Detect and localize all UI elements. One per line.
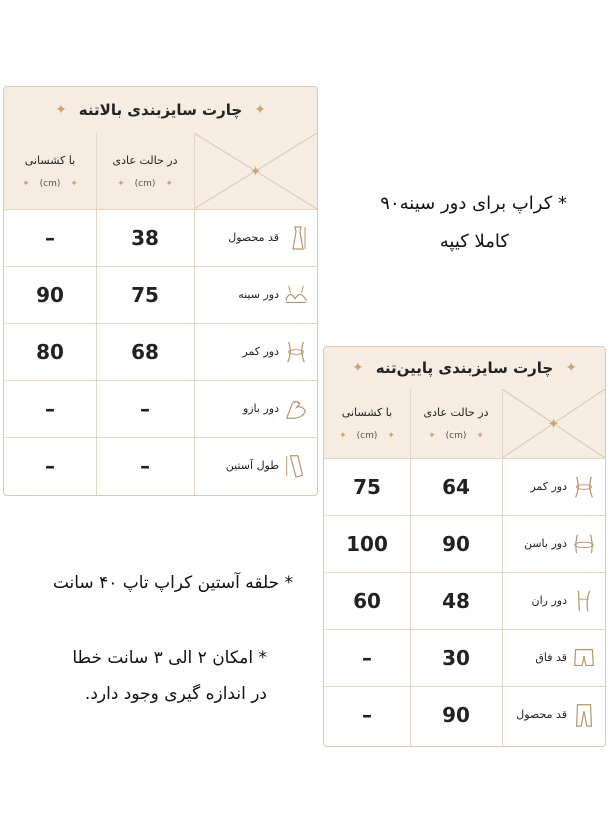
bra-icon <box>287 281 309 309</box>
upper-normal-value <box>96 209 194 266</box>
measurement-label: قد محصول <box>516 708 567 721</box>
upper-row-label <box>194 323 317 380</box>
lower-normal-value <box>410 686 502 743</box>
upper-normal-value-text: – <box>140 453 150 478</box>
ruler-dress-icon <box>287 224 309 252</box>
ornament-icon <box>502 389 605 458</box>
upper-normal-value <box>96 437 194 494</box>
sparkle-icon: ✦ <box>254 102 266 118</box>
upper-stretch-value-text: – <box>45 225 55 250</box>
upper-corner-ornament <box>194 133 317 209</box>
upper-row-label <box>194 437 317 494</box>
lower-stretch-value <box>324 458 410 515</box>
lower-normal-value <box>410 572 502 629</box>
column-title: در حالت عادی <box>112 153 178 167</box>
crop-note <box>380 185 567 261</box>
sparkle-icon: ✦ <box>476 431 484 441</box>
column-unit <box>117 179 173 189</box>
sparkle-icon: ✦ <box>428 431 436 441</box>
upper-normal-value <box>96 323 194 380</box>
upper-stretch-value <box>4 437 96 494</box>
shorts-icon <box>575 644 597 672</box>
upper-row-label <box>194 380 317 437</box>
lower-stretch-value-text: 60 <box>353 588 381 613</box>
column-title: در حالت عادی <box>423 406 489 419</box>
error-note-line2: در اندازه گیری وجود دارد. <box>84 684 267 704</box>
measurement-label: دور سینه <box>238 288 279 301</box>
upper-chart-title-text: چارت سایزبندی بالاتنه <box>78 101 243 119</box>
lower-stretch-value <box>324 572 410 629</box>
upper-normal-value-text: – <box>140 396 150 421</box>
measurement-label: قد فاق <box>535 651 567 664</box>
lower-normal-value <box>410 458 502 515</box>
sleeve-icon <box>287 452 309 480</box>
error-note <box>72 640 267 712</box>
upper-stretch-value-text: 90 <box>36 282 64 307</box>
lower-chart-title <box>324 347 605 390</box>
lower-chart-title-text: چارت سایزبندی پایین‌تنه <box>375 359 554 377</box>
measurement-label: دور باسن <box>523 537 567 550</box>
lower-stretch-value-text: – <box>362 645 372 670</box>
measurement-label: قد محصول <box>228 231 279 244</box>
unit-text: (cm) <box>134 178 156 189</box>
upper-stretch-value <box>4 266 96 323</box>
upper-stretch-value-text: 80 <box>36 339 64 364</box>
arm-muscle-icon <box>287 395 309 423</box>
column-unit <box>22 179 78 189</box>
upper-normal-value-text: 75 <box>131 282 159 307</box>
upper-row-label <box>194 209 317 266</box>
unit-text: (cm) <box>356 431 378 441</box>
lower-normal-value <box>410 629 502 686</box>
error-note-line1: * امکان ۲ الی ۳ سانت خطا <box>72 648 267 668</box>
sparkle-icon: ✦ <box>165 178 173 189</box>
unit-text: (cm) <box>445 431 467 441</box>
lower-normal-value-text: 48 <box>442 588 470 613</box>
pants-icon <box>575 701 597 729</box>
measurement-label: طول آستین <box>225 459 279 472</box>
upper-normal-value-text: 38 <box>131 225 159 250</box>
upper-stretch-value <box>4 209 96 266</box>
lower-stretch-value <box>324 629 410 686</box>
column-title: با کشسانی <box>341 406 393 419</box>
upper-normal-value <box>96 380 194 437</box>
upper-normal-value-text: 68 <box>131 339 159 364</box>
measurement-label: دور کمر <box>530 480 567 493</box>
sparkle-icon: ✦ <box>352 360 364 376</box>
lower-stretch-value-text: – <box>362 702 372 727</box>
sleeve-note: * حلقه آستین کراپ تاپ ۴۰ سانت <box>52 573 293 593</box>
lower-stretch-column-header <box>324 389 410 458</box>
lower-normal-value-text: 30 <box>442 645 470 670</box>
upper-stretch-value <box>4 380 96 437</box>
measurement-label: دور ران <box>531 594 567 607</box>
upper-body-size-chart <box>3 86 318 496</box>
lower-normal-value <box>410 515 502 572</box>
sparkle-icon: ✦ <box>117 178 125 189</box>
measurement-label: دور کمر <box>242 345 279 358</box>
crop-note-line1: * کراپ برای دور سینه۹۰ <box>380 193 567 214</box>
lower-row-label <box>502 629 605 686</box>
lower-corner-ornament <box>502 389 605 458</box>
upper-normal-column-header <box>96 133 194 209</box>
lower-row-label <box>502 515 605 572</box>
upper-chart-title <box>4 87 317 134</box>
lower-row-label <box>502 686 605 743</box>
waist-icon <box>575 473 597 501</box>
hip-icon <box>575 530 597 558</box>
upper-stretch-value-text: – <box>45 453 55 478</box>
svg-text:✦: ✦ <box>249 164 262 180</box>
lower-normal-column-header <box>410 389 502 458</box>
column-title: با کشسانی <box>24 153 76 167</box>
upper-stretch-column-header <box>4 133 96 209</box>
measurement-label: دور بازو <box>242 402 279 415</box>
waist-icon <box>287 338 309 366</box>
sparkle-icon: ✦ <box>387 431 395 441</box>
upper-stretch-value <box>4 323 96 380</box>
sparkle-icon: ✦ <box>339 431 347 441</box>
lower-normal-value-text: 64 <box>442 474 470 499</box>
lower-normal-value-text: 90 <box>442 531 470 556</box>
lower-stretch-value-text: 100 <box>346 531 388 556</box>
crop-note-line2: کاملا کیپه <box>439 231 509 252</box>
lower-row-label <box>502 458 605 515</box>
lower-stretch-value-text: 75 <box>353 474 381 499</box>
column-unit <box>428 431 484 441</box>
sparkle-icon: ✦ <box>70 178 78 189</box>
sparkle-icon: ✦ <box>55 102 67 118</box>
upper-row-label <box>194 266 317 323</box>
column-unit <box>339 431 395 441</box>
sparkle-icon: ✦ <box>565 360 577 376</box>
unit-text: (cm) <box>39 178 61 189</box>
ornament-icon <box>194 133 317 209</box>
lower-stretch-value <box>324 515 410 572</box>
lower-normal-value-text: 90 <box>442 702 470 727</box>
upper-normal-value <box>96 266 194 323</box>
svg-text:✦: ✦ <box>547 416 560 433</box>
lower-row-label <box>502 572 605 629</box>
sparkle-icon: ✦ <box>22 178 30 189</box>
lower-stretch-value <box>324 686 410 743</box>
thigh-icon <box>575 587 597 615</box>
upper-stretch-value-text: – <box>45 396 55 421</box>
lower-body-size-chart <box>323 346 606 747</box>
